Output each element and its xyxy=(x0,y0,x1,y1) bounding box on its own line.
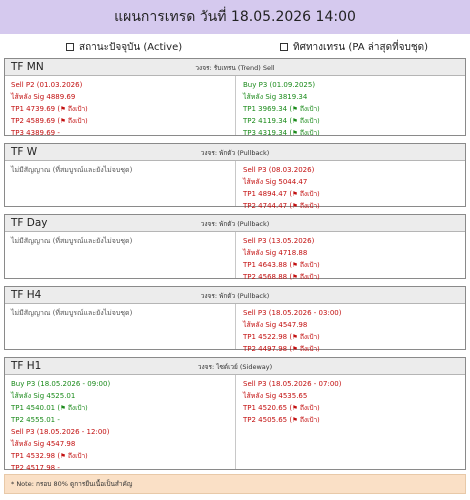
signal-text: Sell P3 (08.03.2026) xyxy=(243,166,315,174)
timeframe-trend: วงจร: พักตัว (Pullback) xyxy=(200,292,270,300)
flag-icon: ⚑ ถึงเป้า) xyxy=(60,117,88,125)
signal-line xyxy=(11,79,235,91)
timeframe-panel xyxy=(4,143,466,210)
flag-icon: ⚑ ถึงเป้า) xyxy=(292,416,320,424)
signal-text: Sell P3 (18.05.2026 - 03:00) xyxy=(243,309,342,317)
flag-icon: ⚑ ถึงเป้า) xyxy=(60,404,88,412)
timeframe-name: TF Day xyxy=(11,217,48,229)
timeframe-header xyxy=(5,144,465,161)
timeframe-header xyxy=(5,215,465,232)
signal-text: TP1 4739.69 ( xyxy=(11,105,61,113)
signal-text: TP2 4497.98 ( xyxy=(243,345,293,353)
checkbox-icon xyxy=(66,43,74,51)
timeframe-header xyxy=(5,287,465,304)
signal-line xyxy=(243,103,465,115)
legend-current xyxy=(66,40,182,55)
current-signal-column xyxy=(5,232,235,278)
signal-text: TP1 4540.01 ( xyxy=(11,404,61,412)
signal-line xyxy=(243,414,465,426)
page-title: แผนการเทรด วันที่ 18.05.2026 14:00 xyxy=(0,0,470,34)
legend-current-label: สถานะปัจจุบัน (Active) xyxy=(79,42,183,53)
signal-line xyxy=(11,450,235,462)
signal-line xyxy=(243,378,465,390)
signal-line xyxy=(243,115,465,127)
timeframe-trend: วงจร: พักตัว (Pullback) xyxy=(200,149,270,157)
signal-text: TP1 4522.98 ( xyxy=(243,333,293,341)
signal-text: ไม่มีสัญญาณ (ที่สมบูรณ์และยังไม่จบชุด) xyxy=(11,166,133,174)
signal-text: ไม่มีสัญญาณ (ที่สมบูรณ์และยังไม่จบชุด) xyxy=(11,309,133,317)
signal-text: TP2 4589.69 ( xyxy=(11,117,61,125)
timeframe-name: TF MN xyxy=(11,61,44,73)
signal-line xyxy=(243,176,465,188)
signal-text: ไส้หลัง Sig 4547.98 xyxy=(11,440,76,448)
flag-icon: ⚑ ถึงเป้า) xyxy=(292,105,320,113)
current-signal-column xyxy=(5,76,235,135)
signal-text: TP3 4319.34 ( xyxy=(243,129,293,137)
signal-text: ไส้หลัง Sig 4718.88 xyxy=(243,249,308,257)
legend-last-label: ทิศทางเทรน (PA ล่าสุดที่จบชุด) xyxy=(293,42,429,53)
signal-line xyxy=(243,235,465,247)
signal-line xyxy=(11,164,235,176)
signal-line xyxy=(11,235,235,247)
checkbox-icon xyxy=(280,43,288,51)
timeframe-name: TF H1 xyxy=(11,360,42,372)
signal-text: Sell P3 (13.05.2026) xyxy=(243,237,315,245)
signal-line xyxy=(243,164,465,176)
signal-text: Buy P3 (01.09.2025) xyxy=(243,81,316,89)
current-signal-column xyxy=(5,375,235,472)
signal-line xyxy=(11,426,235,438)
signal-text: Sell P3 (18.05.2026 - 07:00) xyxy=(243,380,342,388)
signal-text: ไม่มีสัญญาณ (ที่สมบูรณ์และยังไม่จบชุด) xyxy=(11,237,133,245)
signal-text: TP1 4532.98 ( xyxy=(11,452,61,460)
current-signal-column xyxy=(5,304,235,349)
last-signal-column xyxy=(235,304,465,353)
signal-line xyxy=(11,438,235,450)
timeframe-name: TF H4 xyxy=(11,289,42,301)
signal-line xyxy=(11,103,235,115)
flag-icon: ⚑ ถึงเป้า) xyxy=(292,202,320,210)
timeframe-trend: วงจร: ไซด์เวย์ (Sideway) xyxy=(197,363,273,371)
last-signal-column xyxy=(235,161,465,210)
signal-text: ไส้หลัง Sig 4889.69 xyxy=(11,93,76,101)
signal-text: TP2 4505.65 ( xyxy=(243,416,293,424)
signal-line xyxy=(11,378,235,390)
signal-text: ไส้หลัง Sig 4535.65 xyxy=(243,392,308,400)
signal-line xyxy=(243,91,465,103)
last-signal-column xyxy=(235,375,465,469)
timeframe-header xyxy=(5,358,465,375)
signal-line xyxy=(243,402,465,414)
signal-text: TP2 4119.34 ( xyxy=(243,117,293,125)
signal-text: TP1 4520.65 ( xyxy=(243,404,293,412)
signal-text: ไส้หลัง Sig 4547.98 xyxy=(243,321,308,329)
signal-line xyxy=(243,319,465,331)
signal-text: TP2 4555.01 - xyxy=(11,416,60,424)
signal-line xyxy=(243,79,465,91)
signal-text: TP1 4894.47 ( xyxy=(243,190,293,198)
signal-text: TP1 3969.34 ( xyxy=(243,105,293,113)
signal-line xyxy=(243,307,465,319)
flag-icon: ⚑ ถึงเป้า) xyxy=(292,261,320,269)
signal-text: Buy P3 (18.05.2026 - 09:00) xyxy=(11,380,111,388)
signal-line xyxy=(11,390,235,402)
timeframe-panel xyxy=(4,58,466,136)
signal-line xyxy=(11,115,235,127)
signal-line xyxy=(243,188,465,200)
footer-note: * Note: กรอบ 80% ดูการยืนเนื้อเป็นสำคัญ xyxy=(4,474,466,494)
signal-line xyxy=(243,331,465,343)
timeframe-trend: วงจร: รับเทรน (Trend) Sell xyxy=(195,64,275,72)
timeframe-panel xyxy=(4,357,466,470)
timeframe-header xyxy=(5,59,465,76)
signal-line xyxy=(243,390,465,402)
timeframe-trend: วงจร: พักตัว (Pullback) xyxy=(200,220,270,228)
flag-icon: ⚑ ถึงเป้า) xyxy=(292,273,320,281)
signal-line xyxy=(243,200,465,212)
signal-line xyxy=(243,343,465,355)
signal-text: ไส้หลัง Sig 4525.01 xyxy=(11,392,76,400)
flag-icon: ⚑ ถึงเป้า) xyxy=(292,129,320,137)
signal-line xyxy=(11,91,235,103)
flag-icon: ⚑ ถึงเป้า) xyxy=(292,117,320,125)
signal-text: ไส้หลัง Sig 5044.47 xyxy=(243,178,308,186)
signal-line xyxy=(11,402,235,414)
signal-text: TP3 4389.69 - xyxy=(11,129,60,137)
flag-icon: ⚑ ถึงเป้า) xyxy=(292,190,320,198)
signal-text: Sell P2 (01.03.2026) xyxy=(11,81,83,89)
flag-icon: ⚑ ถึงเป้า) xyxy=(292,333,320,341)
flag-icon: ⚑ ถึงเป้า) xyxy=(292,404,320,412)
signal-line xyxy=(11,307,235,319)
signal-line xyxy=(243,259,465,271)
signal-line xyxy=(11,127,235,139)
signal-text: TP2 4568.88 ( xyxy=(243,273,293,281)
timeframe-panel xyxy=(4,286,466,353)
timeframe-panel xyxy=(4,214,466,279)
flag-icon: ⚑ ถึงเป้า) xyxy=(60,105,88,113)
flag-icon: ⚑ ถึงเป้า) xyxy=(60,452,88,460)
current-signal-column xyxy=(5,161,235,206)
signal-text: TP2 4517.98 - xyxy=(11,464,60,472)
signal-text: Sell P3 (18.05.2026 - 12:00) xyxy=(11,428,110,436)
signal-text: TP2 4744.47 ( xyxy=(243,202,293,210)
signal-text: TP1 4643.88 ( xyxy=(243,261,293,269)
signal-line xyxy=(243,271,465,283)
last-signal-column xyxy=(235,76,465,135)
signal-line xyxy=(243,247,465,259)
flag-icon: ⚑ ถึงเป้า) xyxy=(292,345,320,353)
signal-line xyxy=(11,414,235,426)
timeframe-name: TF W xyxy=(11,146,38,158)
signal-text: ไส้หลัง Sig 3819.34 xyxy=(243,93,308,101)
last-signal-column xyxy=(235,232,465,281)
signal-line xyxy=(11,462,235,474)
legend-last xyxy=(280,40,428,55)
signal-line xyxy=(243,127,465,139)
